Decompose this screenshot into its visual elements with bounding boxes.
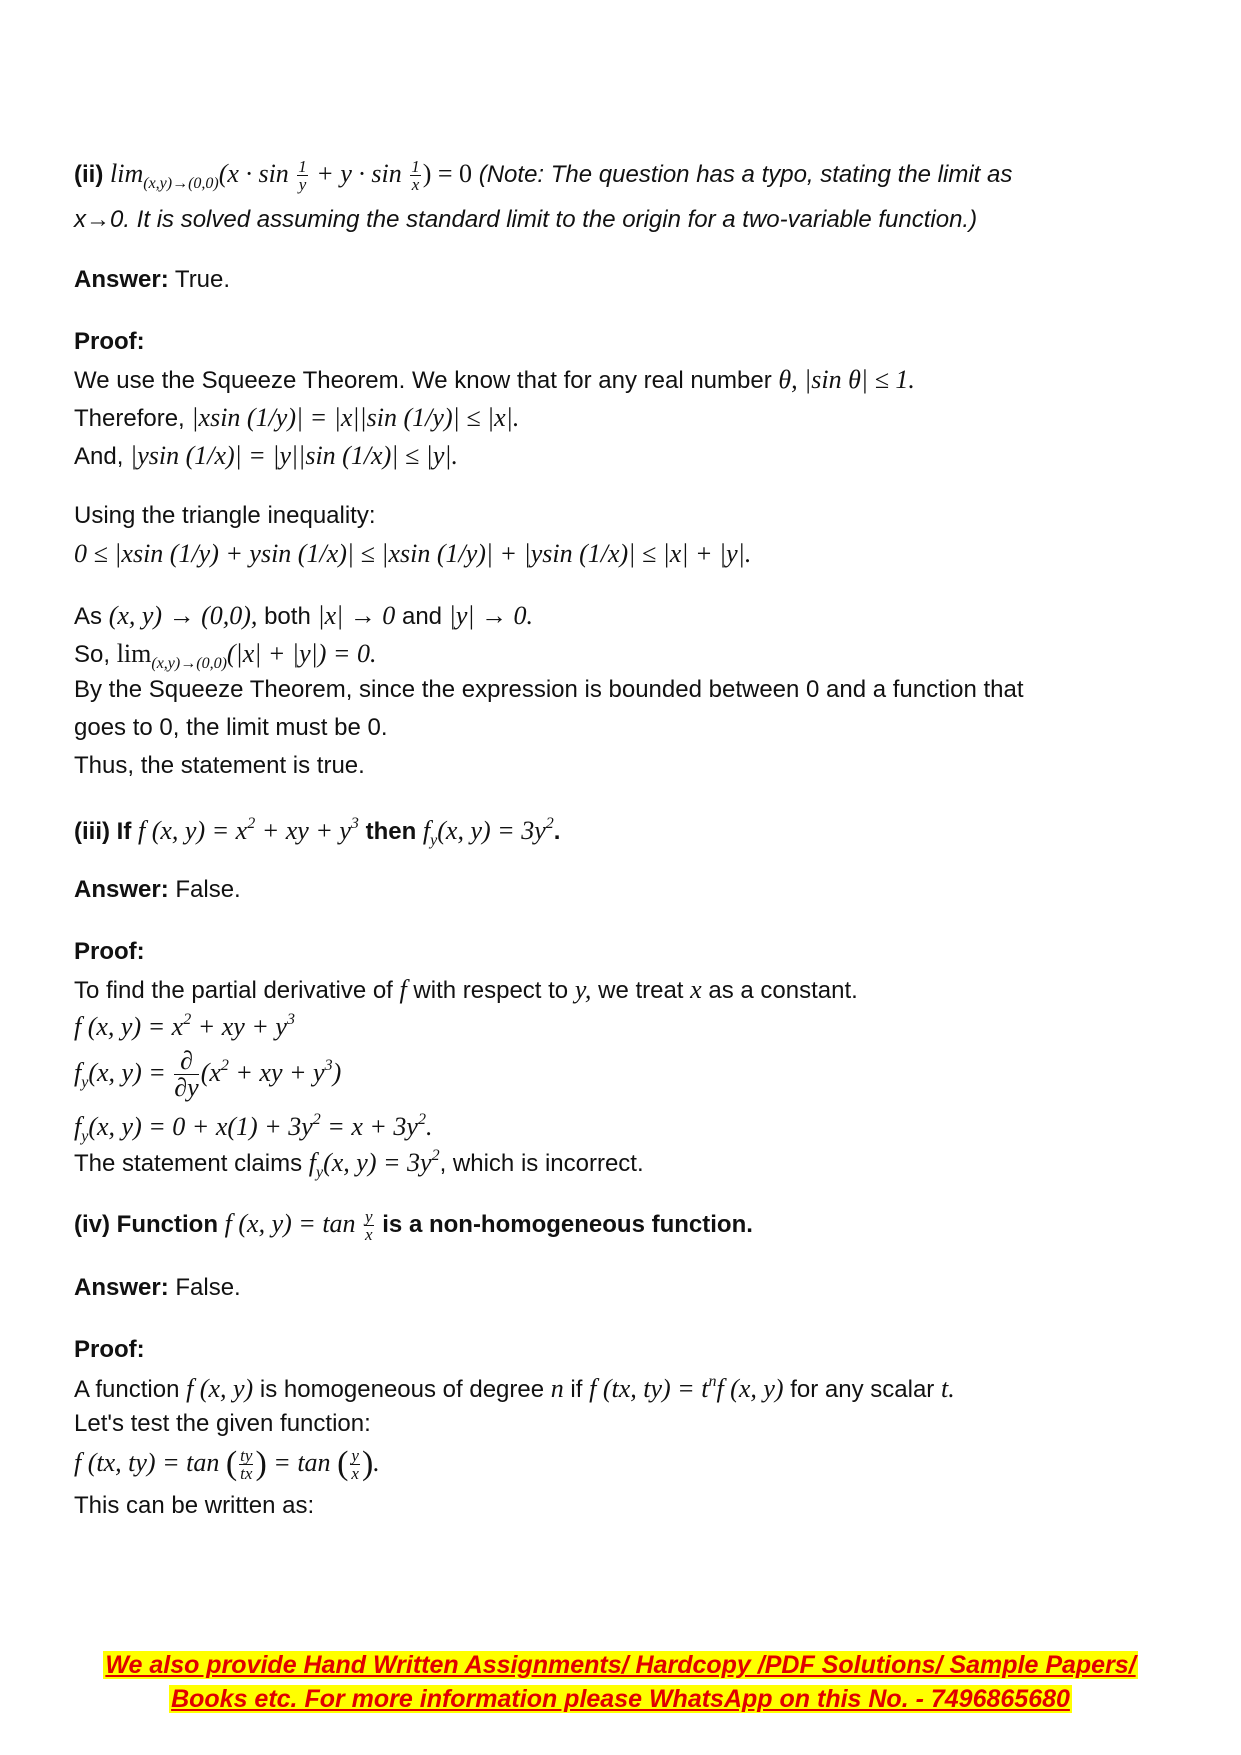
- q2-lim: lim: [110, 159, 144, 188]
- q3-proof-line-3: $f_y(x$, y) = $\frac{\partial}{\partial y}$ ($x^2$ + xy + $y^3$): [74, 1046, 342, 1102]
- q2-proof-line-7: So, $\lim_{(x,y)\to(0,0)}(|x| + |y|) = 0$.: [74, 639, 377, 672]
- q3-proof-line-4: $f_y(x$, $y) = 0 + x(1) + 3y^2 = x + 3y^2$.: [74, 1111, 433, 1145]
- q3-proof-line-5: The statement claims $f_y(x$, $y) = 3y^2$, which is incorrect.: [74, 1147, 644, 1181]
- q2-proof-line-8: By the Squeeze Theorem, since the expression is bounded between 0 and a function that: [74, 676, 1024, 703]
- q2-proof-line-9: goes to 0, the limit must be 0.: [74, 714, 388, 741]
- footer-line-2: Books etc. For more information please WhatsApp on this No. - 7496865680: [171, 1685, 1070, 1713]
- q2-proof-line-1: We use the Squeeze Theorem. We know that for any real number θ, |sin θ| ≤ 1.: [74, 365, 915, 394]
- q2-proof-label: Proof:: [74, 328, 145, 355]
- q4-proof-line-1: A function f (x, y) is homogeneous of degree n if f (tx, $ty) = t^nf$ (x, y) for any scalar t.: [74, 1373, 955, 1403]
- q2-proof-line-3: And, |ysin (1/x)| = |y||sin (1/x)| ≤ |y|.: [74, 441, 459, 470]
- q3-proof-line-1: To find the partial derivative of f with respect to y, we treat x as a constant.: [74, 975, 858, 1004]
- q2-proof-line-6: As (x, y) → (0,0), both |x| → 0 and |y| → 0.: [74, 601, 534, 630]
- q4-answer: Answer: False.: [74, 1274, 241, 1301]
- q2-fraction-1: $\frac{1}{y}$: [298, 157, 307, 195]
- q2-note-cont: x→0. It is solved assuming the standard limit to the origin for a two-variable function.): [74, 206, 978, 233]
- q4-fraction-ty-tx: $\frac{ty}{tx}$: [240, 1445, 253, 1483]
- partial-derivative-operator: $\frac{\partial}{\partial y}$: [174, 1046, 199, 1102]
- q2-answer: Answer: True.: [74, 266, 231, 293]
- q4-proof-line-2: Let's test the given function:: [74, 1410, 371, 1437]
- q2-proof-line-5: 0 ≤ |xsin (1/y) + ysin (1/x)| ≤ |xsin (1/y)| + |ysin (1/x)| ≤ |x| + |y|.: [74, 539, 752, 568]
- q2-proof-line-4: Using the triangle inequality:: [74, 502, 376, 529]
- q3-proof-line-2: f (x, $y) = x^2$ + xy + $y^3$: [74, 1011, 295, 1041]
- q2-statement: (ii) $\lim_{(x,y)\to(0,0)}(x \cdot \sin$ $\frac{1}{y}$ + y · sin $\frac{1}{x}$ ) = 0 (Note: The question has a typo, stating the limit as: [74, 157, 1013, 195]
- q2-fraction-2: $\frac{1}{x}$: [411, 157, 420, 195]
- q2-proof-line-2: Therefore, |xsin (1/y)| = |x||sin (1/y)| ≤ |x|.: [74, 403, 520, 432]
- q4-proof-label: Proof:: [74, 1336, 145, 1363]
- q4-statement: (iv) Function f (x, y) = tan $\frac{y}{x}$ is a non-homogeneous function.: [74, 1207, 753, 1245]
- q4-proof-line-3: f (tx, ty) = tan ( $\frac{ty}{tx}$ ) = tan ( $\frac{y}{x}$ ).: [74, 1445, 380, 1483]
- q2-proof-line-10: Thus, the statement is true.: [74, 752, 365, 779]
- q3-statement: (iii) If f (x, $y) = x^2$ + xy + $y^3$ then $f_y(x$, $y) = 3y^2$.: [74, 815, 561, 849]
- q3-answer: Answer: False.: [74, 876, 241, 903]
- q2-note: (Note: The question has a typo, stating the limit as: [478, 161, 1013, 188]
- q4-proof-line-4: This can be written as:: [74, 1492, 315, 1519]
- q4-fraction: $\frac{y}{x}$: [365, 1207, 373, 1245]
- q4-fraction-y-x: $\frac{y}{x}$: [351, 1445, 359, 1483]
- q3-proof-label: Proof:: [74, 938, 145, 965]
- footer-line-1: We also provide Hand Written Assignments/ Hardcopy /PDF Solutions/ Sample Papers/: [105, 1651, 1136, 1679]
